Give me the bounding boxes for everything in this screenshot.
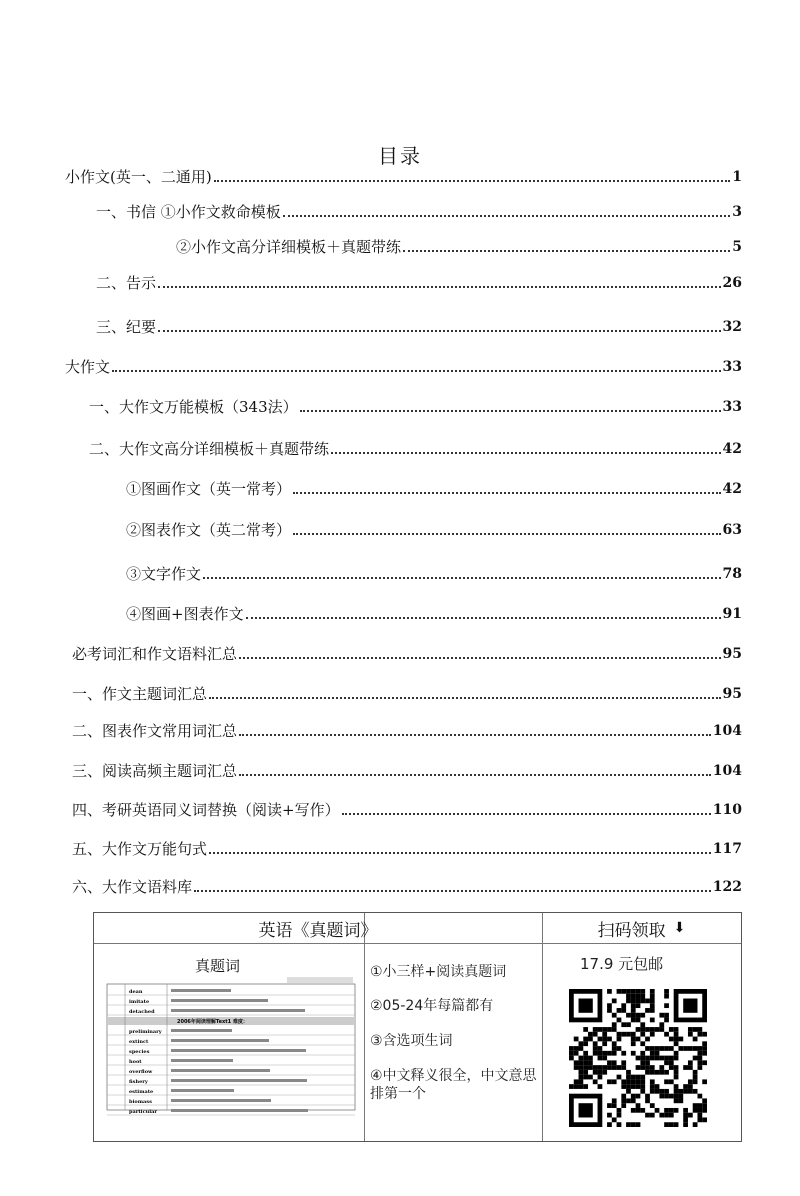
toc-entry[interactable] xyxy=(72,878,742,896)
dot-leader xyxy=(239,774,711,776)
dot-leader xyxy=(342,813,711,815)
ad-feature-item: ①小三样+阅读真题词 xyxy=(370,964,507,980)
toc-entry-label: 六、大作文语料库 xyxy=(72,878,193,896)
ad-scan-label: 扫码领取 xyxy=(597,920,666,941)
dot-leader xyxy=(158,286,721,288)
toc-entry-page: 33 xyxy=(722,359,742,375)
thumb-row-definition xyxy=(171,1039,269,1042)
toc-entry-label: 小作文(英一、二通用) xyxy=(65,168,212,186)
toc-entry-label: ③文字作文 xyxy=(126,565,202,583)
toc-entry-page: 42 xyxy=(722,441,742,457)
toc-entry[interactable] xyxy=(72,762,742,780)
toc-entry-page: 95 xyxy=(722,646,742,662)
qr-code[interactable] xyxy=(569,989,707,1127)
toc-entry[interactable] xyxy=(126,605,742,623)
toc-entry[interactable] xyxy=(72,645,742,663)
thumb-row-word: detached xyxy=(129,1009,155,1015)
thumb-row-word: imitate xyxy=(129,999,150,1005)
thumb-row-word: fishery xyxy=(129,1079,148,1085)
ad-features-column xyxy=(364,913,543,1141)
toc-entry[interactable] xyxy=(72,685,742,703)
thumb-row-definition xyxy=(171,1099,271,1102)
toc-entry[interactable] xyxy=(89,398,742,416)
thumb-row-word: biomass xyxy=(129,1099,152,1105)
thumb-row-definition xyxy=(171,1089,234,1092)
dot-leader xyxy=(293,492,721,494)
thumb-row-word: dean xyxy=(129,989,143,995)
thumb-row-word: extinct xyxy=(129,1039,149,1045)
dot-leader xyxy=(209,697,721,699)
toc-entry-label: 一、大作文万能模板（343法） xyxy=(89,398,298,416)
ad-feature-item: ③含选项生词 xyxy=(370,1033,453,1049)
toc-entry-page: 63 xyxy=(722,522,742,538)
toc-entry-page: 78 xyxy=(722,566,742,582)
dot-leader xyxy=(246,617,721,619)
ad-price: 17.9 元包邮 xyxy=(580,955,664,973)
dot-leader xyxy=(158,330,721,332)
toc-entry-page: 104 xyxy=(712,723,742,739)
dot-leader xyxy=(112,370,721,372)
toc-entry-label: 三、纪要 xyxy=(96,318,157,336)
svg-text:2006年阅读理解Text1 难度：: 2006年阅读理解Text1 难度： xyxy=(177,1019,248,1025)
thumb-row-word: hoot xyxy=(129,1059,142,1065)
toc-title: 目录 xyxy=(378,144,422,168)
dot-leader xyxy=(194,890,711,892)
toc-entry-label: 一、作文主题词汇总 xyxy=(72,685,208,703)
arrow-down-icon: ⬇ xyxy=(673,920,686,936)
toc-entry[interactable] xyxy=(126,521,742,539)
toc-entry[interactable] xyxy=(65,168,742,186)
toc-entry-label: 二、图表作文常用词汇总 xyxy=(72,722,238,740)
dot-leader xyxy=(283,215,730,217)
thumb-row-definition xyxy=(171,1109,308,1112)
toc-entry-label: ①图画作文（英一常考） xyxy=(126,480,292,498)
dot-leader xyxy=(239,657,721,659)
toc-entry-page: 95 xyxy=(722,686,742,702)
toc-entry[interactable] xyxy=(72,840,742,858)
dot-leader xyxy=(214,180,731,182)
thumb-row-word: estimate xyxy=(129,1089,154,1095)
book-page-thumbnail xyxy=(107,976,355,1115)
dot-leader xyxy=(403,250,730,252)
ad-feature-item: ②05-24年每篇都有 xyxy=(370,998,494,1014)
thumb-row-word: preliminary xyxy=(129,1029,162,1035)
toc-entry[interactable] xyxy=(96,274,742,292)
toc-entry[interactable] xyxy=(72,722,742,740)
thumb-row-definition xyxy=(171,1059,233,1062)
toc-entry-page: 1 xyxy=(732,169,742,185)
toc-entry-page: 42 xyxy=(722,481,742,497)
dot-leader xyxy=(239,734,711,736)
toc-entry-page: 33 xyxy=(722,399,742,415)
thumb-row-definition xyxy=(171,989,231,992)
dot-leader xyxy=(209,852,711,854)
thumb-row-definition xyxy=(171,1009,305,1012)
toc-entry-label: 三、阅读高频主题词汇总 xyxy=(72,762,238,780)
thumb-row-definition xyxy=(171,1069,270,1072)
toc-entry-page: 122 xyxy=(712,879,742,895)
thumb-title: 真题词 xyxy=(195,957,241,975)
thumb-row-definition xyxy=(171,1029,232,1032)
toc-entry-label: 必考词汇和作文语料汇总 xyxy=(72,645,238,663)
toc-entry-page: 117 xyxy=(712,841,742,857)
toc-entry-page: 3 xyxy=(732,204,742,220)
toc-entry-page: 104 xyxy=(712,763,742,779)
toc-entry[interactable] xyxy=(65,358,742,376)
dot-leader xyxy=(300,410,721,412)
dot-leader xyxy=(203,577,721,579)
toc-entry-label: 大作文 xyxy=(65,358,111,376)
toc-entry-label: 一、书信 ①小作文救命模板 xyxy=(96,203,281,221)
toc-entry[interactable] xyxy=(72,801,742,819)
toc-entry-label: ②图表作文（英二常考） xyxy=(126,521,292,539)
toc-entry[interactable] xyxy=(96,318,742,336)
toc-entry-label: ④图画+图表作文 xyxy=(126,605,244,623)
ad-feature-item: ④中文释义很全，中文意思排第一个 xyxy=(370,1068,537,1102)
thumb-row-definition xyxy=(171,999,268,1002)
ad-header-left: 英语《真题词》 xyxy=(94,913,542,944)
toc-entry-page: 91 xyxy=(722,606,742,622)
thumb-row-word: species xyxy=(129,1049,150,1055)
toc-entry[interactable] xyxy=(126,565,742,583)
toc-entry[interactable] xyxy=(96,203,742,221)
toc-entry-label: 四、考研英语同义词替换（阅读+写作） xyxy=(72,801,340,819)
toc-entry-label: 二、大作文高分详细模板＋真题带练 xyxy=(89,440,330,458)
toc-entry[interactable] xyxy=(89,440,742,458)
toc-entry[interactable] xyxy=(176,238,742,256)
toc-entry-page: 32 xyxy=(722,319,742,335)
toc-entry[interactable] xyxy=(126,480,742,498)
dot-leader xyxy=(293,533,721,535)
toc-entry-label: ②小作文高分详细模板＋真题带练 xyxy=(176,238,402,256)
thumb-row-definition xyxy=(171,1049,306,1052)
toc-entry-label: 五、大作文万能句式 xyxy=(72,840,208,858)
toc-entry-page: 5 xyxy=(732,239,742,255)
dot-leader xyxy=(331,452,721,454)
thumb-row-word: particular xyxy=(129,1109,158,1115)
toc-entry-label: 二、告示 xyxy=(96,274,157,292)
thumb-row-word: overflow xyxy=(129,1069,153,1075)
ad-header-right xyxy=(542,913,741,944)
toc-entry-page: 26 xyxy=(722,275,742,291)
thumb-row-definition xyxy=(171,1079,307,1082)
toc-entry-page: 110 xyxy=(712,802,742,818)
